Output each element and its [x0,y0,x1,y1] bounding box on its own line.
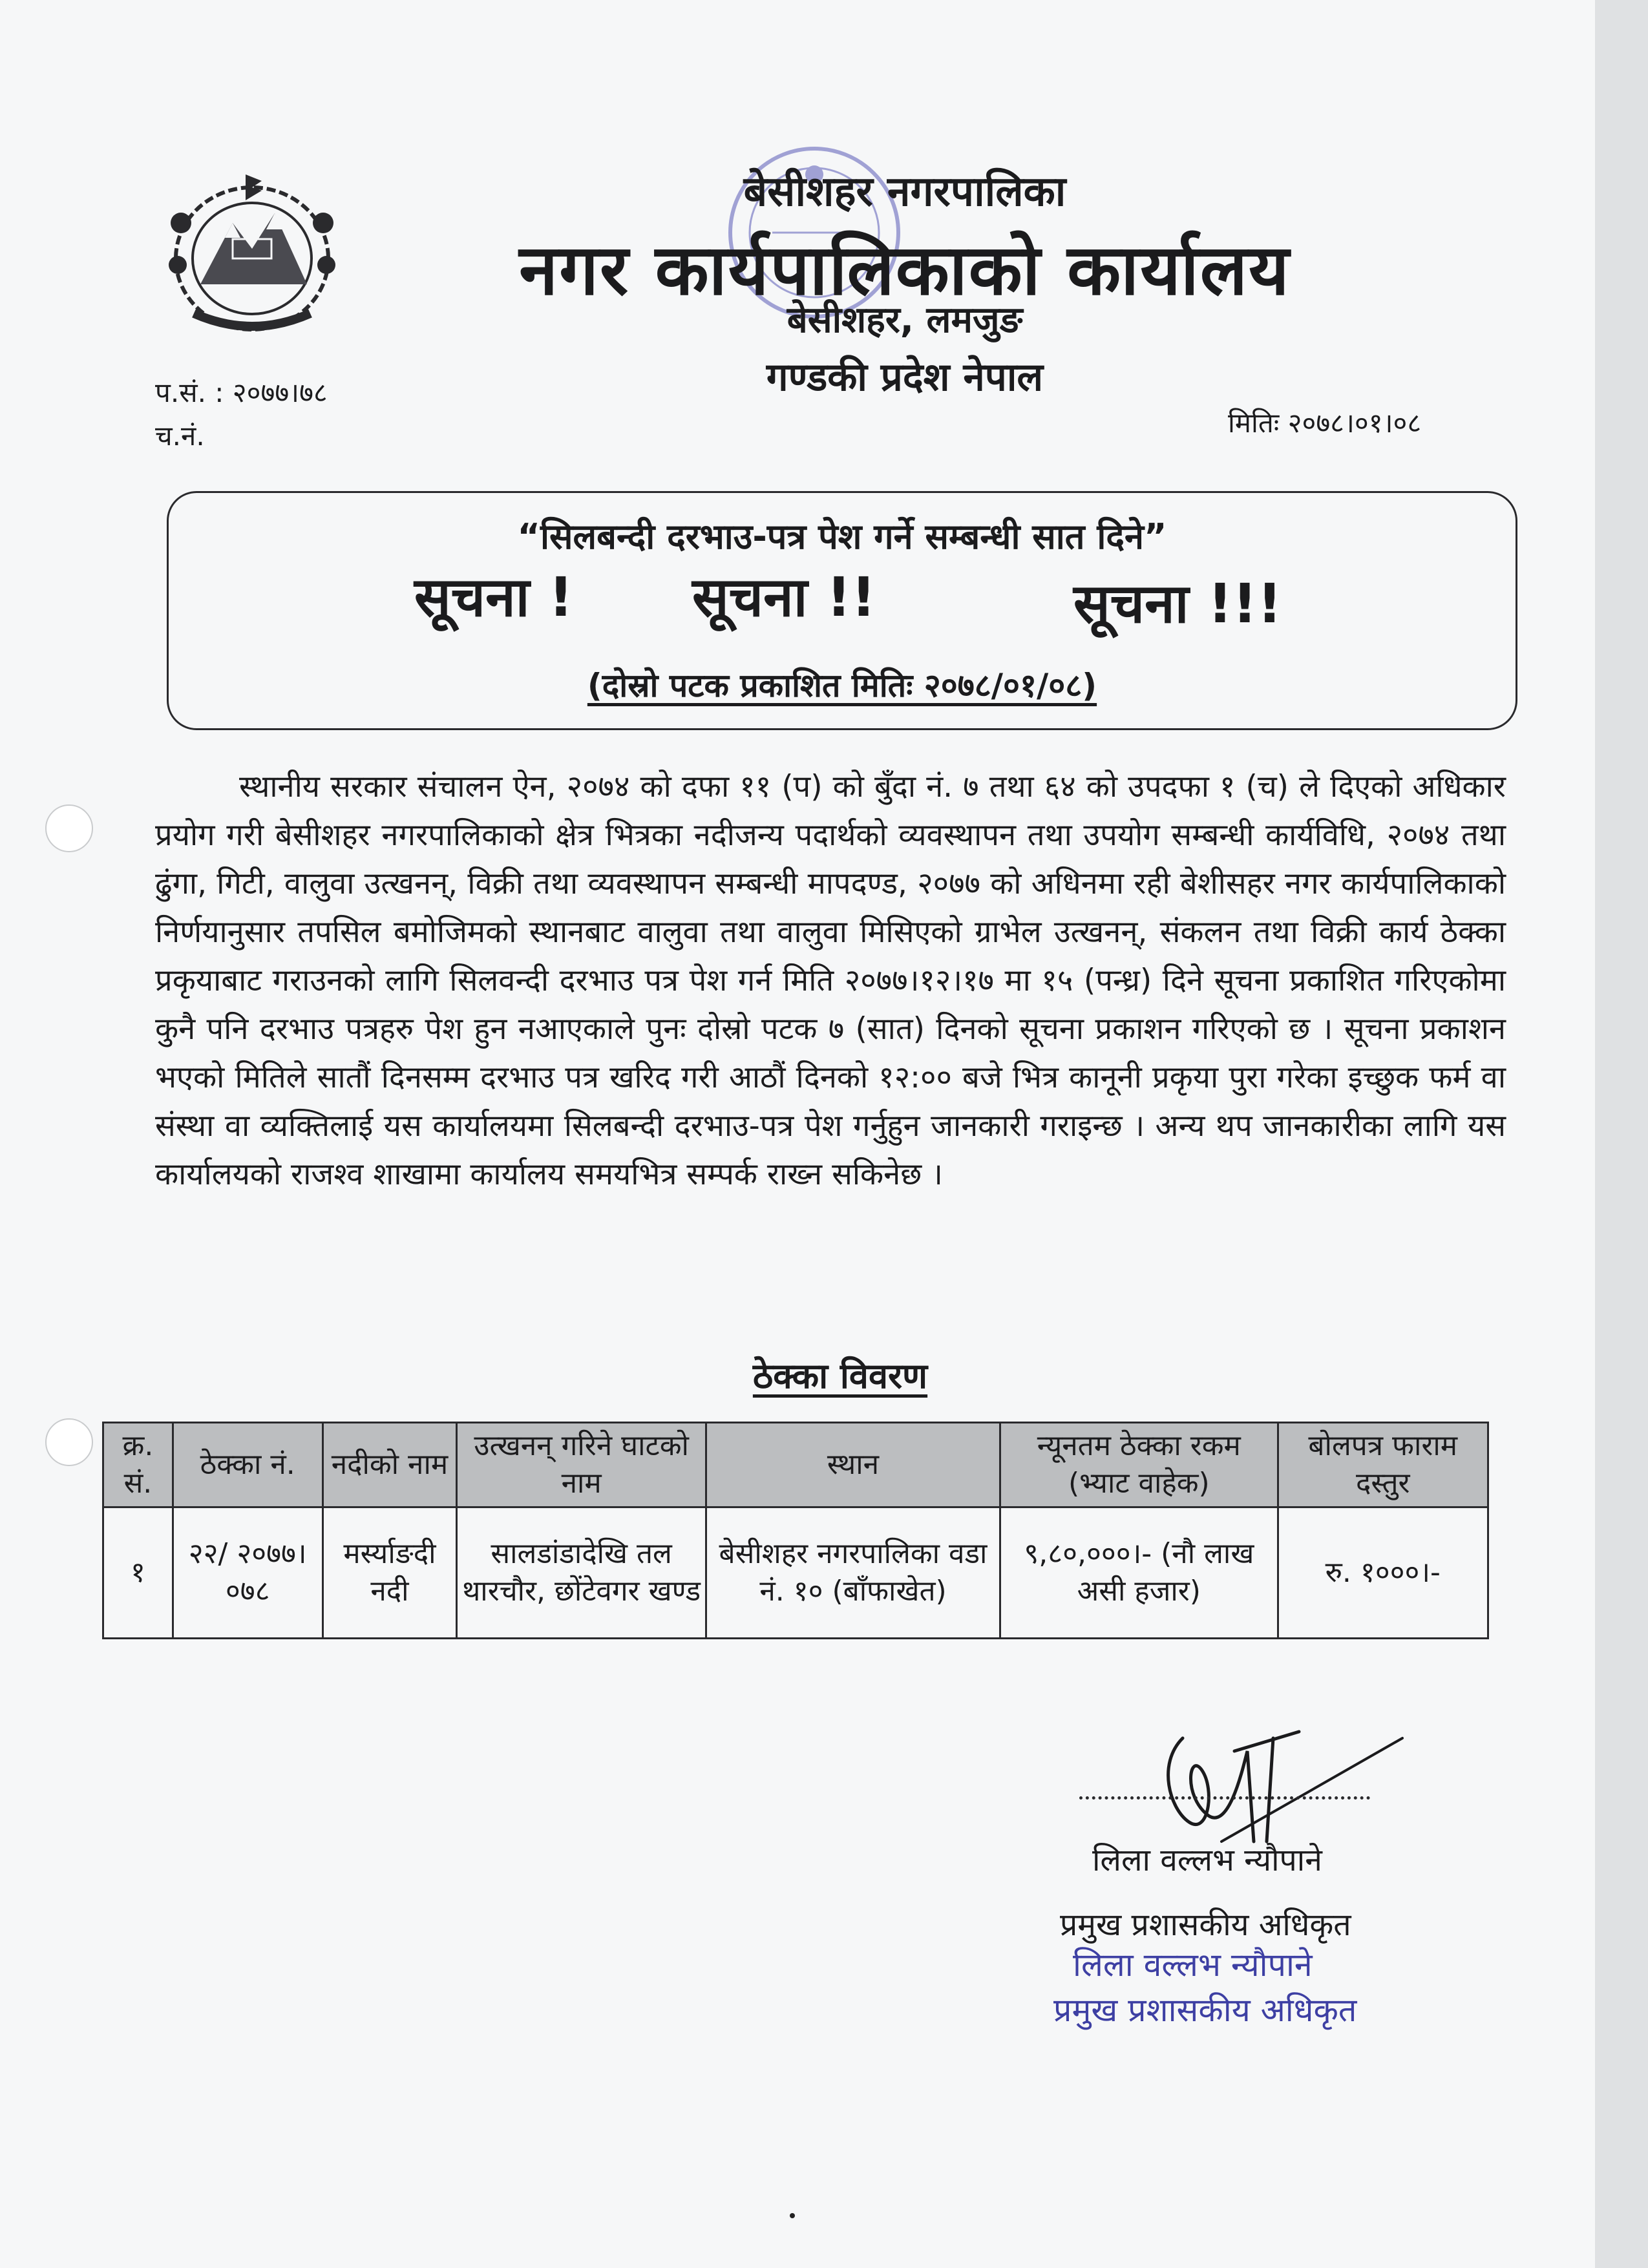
notice-banner [167,491,1517,730]
column-header: स्थान [706,1423,1000,1507]
column-header: बोलपत्र फाराम दस्तुर [1278,1423,1488,1507]
notice-subtitle [169,662,1516,706]
column-header: उत्खनन् गरिने घाटको नाम [457,1423,706,1507]
letter-reference-number: प.सं. : २०७७।७८ [155,377,328,408]
table-header-row [103,1423,1488,1507]
cell-serial: १ [103,1507,173,1639]
column-header: क्र. सं. [103,1423,173,1507]
handwritten-signature [1144,1712,1415,1854]
page-dot [790,2213,795,2218]
cell-river-name: मर्स्याङदी नदी [322,1507,457,1639]
stamp-name: लिला वल्लभ न्यौपाने [1073,1946,1313,1984]
dispatch-number: च.नं. [155,420,205,452]
notice-word-1: सूचना ! [414,565,574,629]
nepal-emblem-logo [155,162,349,342]
office-title: नगर कार्यपालिकाको कार्यालय [519,230,1291,311]
province-name: गण्डकी प्रदेश नेपाल [766,355,1044,400]
column-header: नदीको नाम [322,1423,457,1507]
notice-body-paragraph: स्थानीय सरकार संचालन ऐन, २०७४ को दफा ११ (प) को बुँदा नं. ७ तथा ६४ को उपदफा १ (च) ले दिएको अधिकार प्रयोग गरी बेसीशहर नगरपालिकाको क्षेत्र भित्रका नदीजन्य पदार्थको व्यवस्थापन तथा उपयोग सम्बन्धी कार्यविधि, २०७४ तथा ढुंगा, गिटी, वालुवा उत्खनन्, विक्री तथा व्यवस्थापन सम्बन्धी मापदण्ड, २०७७ को अधिनमा रही बेशीसहर नगर कार्यपालिकाको निर्णयानुसार तपसिल बमोजिमको स्थानबाट वालुवा तथा वालुवा मिसिएको ग्राभेल उत्खनन्, संकलन तथा विक्री कार्य ठेक्का प्रकृयाबाट गराउनको लागि सिलवन्दी दरभाउ पत्र पेश गर्न मिति २०७७।१२।१७ मा १५ (पन्ध्र) दिने सूचना प्रकाशित गरिएकोमा कुनै पनि दरभाउ पत्रहरु पेश हुन नआएकाले पुनः दोस्रो पटक ७ (सात) दिनको सूचना प्रकाशन गरिएको छ । सूचना प्रकाशन भएको मितिले सातौं दिनसम्म दरभाउ पत्र खरिद गरी आठौं दिनको १२:०० बजे भित्र कानूनी प्रकृया पुरा गरेका इच्छुक फर्म वा संस्था वा व्यक्तिलाई यस कार्यालयमा सिलबन्दी दरभाउ-पत्र पेश गर्नुहुन जानकारी गराइन्छ । अन्य थप जानकारीका लागि यस कार्यालयको राजश्व शाखामा कार्यालय समयभित्र सम्पर्क राख्न सकिनेछ । [155,769,1506,1192]
cell-contract-number: २२/ २०७७।०७८ [173,1507,322,1639]
signatory-title: प्रमुख प्रशासकीय अधिकृत [1060,1907,1351,1943]
table-row [103,1507,1488,1639]
signatory-name: लिला वल्लभ न्यौपाने [1092,1842,1322,1878]
cell-ghat-name: सालडांडादेखि तल थारचौर, छोंटेवगर खण्ड [457,1507,706,1639]
cell-form-fee: रु. १०००।- [1278,1507,1488,1639]
letter-date: मितिः २०७८।०१।०८ [1228,407,1422,439]
scan-edge [1595,0,1648,2268]
cell-location: बेसीशहर नगरपालिका वडा नं. १० (बाँफाखेत) [706,1507,1000,1639]
notice-title: “सिलबन्दी दरभाउ-पत्र पेश गर्ने सम्बन्धी सात दिने” [517,516,1167,557]
column-header: ठेक्का नं. [173,1423,322,1507]
publication-date-note: (दोस्रो पटक प्रकाशित मितिः २०७८/०१/०८) [587,667,1097,704]
municipality-name: बेसीशहर नगरपालिका [743,168,1066,216]
contract-details-heading: ठेक्का विवरण [752,1356,928,1396]
notice-word-2: सूचना !! [692,565,876,629]
office-location: बेसीशहर, लमजुङ [787,299,1023,341]
signature-line [1079,1796,1370,1800]
notice-word-3: सूचना !!! [1073,572,1282,635]
punch-hole [45,804,93,852]
cell-minimum-amount: ९,८०,०००।- (नौ लाख असी हजार) [1000,1507,1278,1639]
contract-details-table [102,1422,1489,1639]
stamp-title: प्रमुख प्रशासकीय अधिकृत [1053,1991,1357,2029]
punch-hole [45,1418,93,1466]
column-header: न्यूनतम ठेक्का रकम (भ्याट वाहेक) [1000,1423,1278,1507]
